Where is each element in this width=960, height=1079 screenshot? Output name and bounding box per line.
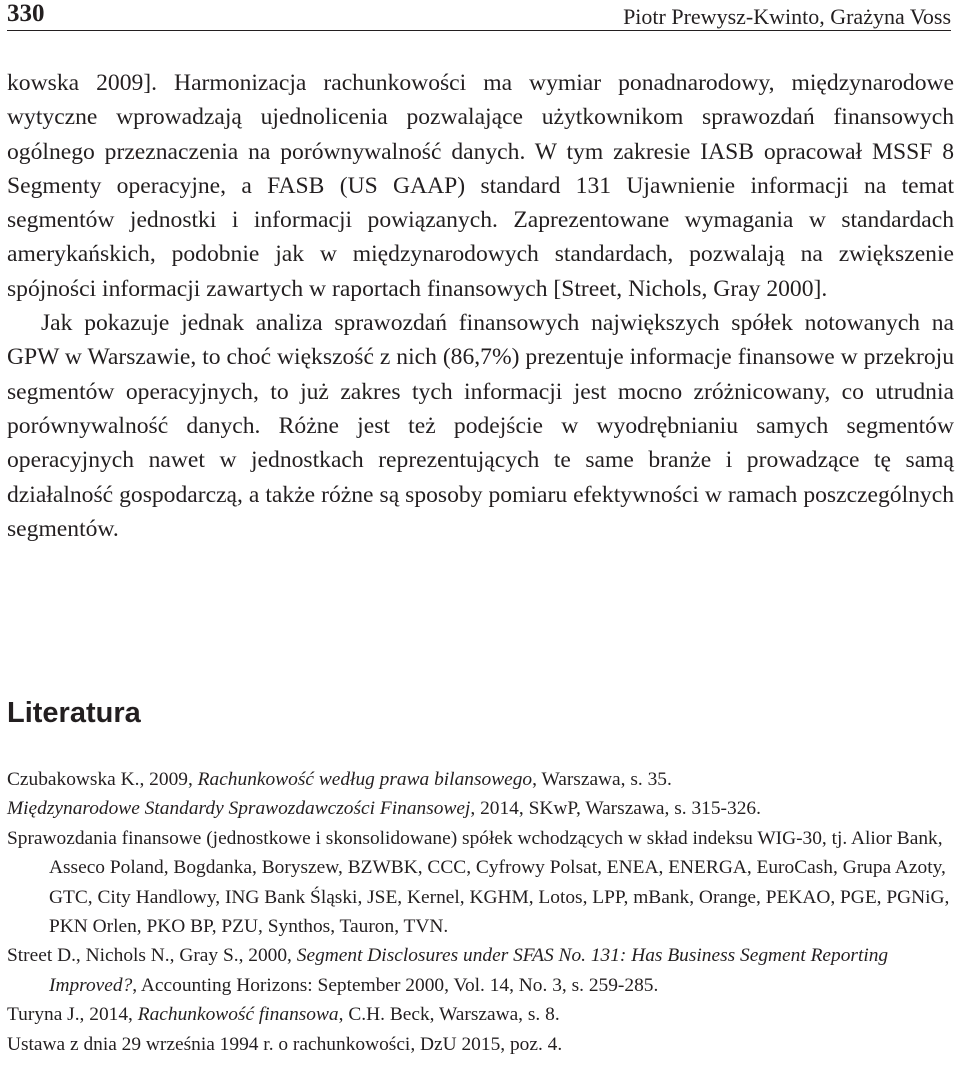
reference-item [7,1030,954,1059]
ref-post: , C.H. Beck, Warszawa, s. 8. [338,1004,560,1026]
ref-pre: Turyna J., 2014, [7,1004,138,1026]
ref-pre: Sprawozdania finansowe (jednostkowe i skonsolidowane) spółek wchodzących w skład indeksu WIG-30, tj. Alior Bank, Asseco Poland, Bogdanka, Boryszew, BZWBK, CCC, Cyfrowy Polsat, ENEA, ENERGA, EuroCash, Grupa Azoty, GTC, City Handlowy, ING Bank Śląski, JSE, Kernel, KGHM, Lotos, LPP, mBank, Orange, PEKAO, PGE, PGNiG, PKN Orlen, PKO BP, PZU, Synthos, Tauron, TVN. [7,827,950,938]
section-heading: Literatura [7,697,141,729]
ref-post: , 2014, SKwP, Warszawa, s. 315-326. [470,798,761,820]
paragraph: kowska 2009]. Harmonizacja rachunkowości ma wymiar ponadnarodowy, międzynarodowe wytyczne wprowadzają ujednolicenia pozwalające użytkownikom sprawozdań finansowych ogólnego przeznaczenia na porównywalność danych. W tym zakresie IASB opracował MSSF 8 Segmenty operacyjne, a FASB (US GAAP) standard 131 Ujawnienie informacji na temat segmentów jednostki i informacji powiązanych. Zaprezentowane wymagania w standardach amerykańskich, podobnie jak w międzynarodowych standardach, pozwalają na zwiększenie spójności informacji zawartych w raportach finansowych [Street, Nichols, Gray 2000]. [7,70,954,302]
ref-pre: Street D., Nichols N., Gray S., 2000, [7,945,297,967]
ref-post: , Accounting Horizons: September 2000, Vol. 14, No. 3, s. 259-285. [132,974,659,996]
ref-title: Międzynarodowe Standardy Sprawozdawczości Finansowej [7,798,471,820]
reference-item [7,941,954,1000]
ref-title: Segment Disclosures under SFAS No. 131: Has Business Segment Reporting Improved? [49,945,889,996]
body-text [7,66,954,546]
page-header [7,0,951,31]
paragraph: Jak pokazuje jednak analiza sprawozdań finansowych największych spółek notowanych na GPW w Warszawie, to choć większość z nich (86,7%) prezentuje informacje finansowe w przekroju segmentów operacyjnych, to już zakres tych informacji jest mocno zróżnicowany, co utrudnia porównywalność danych. Różne jest też podejście w wyodrębnianiu samych segmentów operacyjnych nawet w jednostkach reprezentujących te same branże i prowadzące tę samą działalność gospodarczą, a także różne są sposoby pomiaru efektywności w ramach poszczególnych segmentów. [7,310,954,542]
ref-pre: Czubakowska K., 2009, [7,769,198,790]
ref-title: Rachunkowość według prawa bilansowego [197,769,533,790]
ref-post: , Warszawa, s. 35. [532,769,672,790]
reference-item [7,1000,954,1029]
ref-pre: Ustawa z dnia 29 września 1994 r. o rachunkowości, DzU 2015, poz. 4. [7,1033,563,1055]
reference-item [7,824,954,942]
reference-item [7,794,954,823]
reference-item [7,765,954,794]
reference-list [7,765,954,1059]
ref-title: Rachunkowość finansowa [137,1004,339,1026]
running-head: Piotr Prewysz-Kwinto, Grażyna Voss [623,4,951,29]
page-number: 330 [7,0,45,27]
